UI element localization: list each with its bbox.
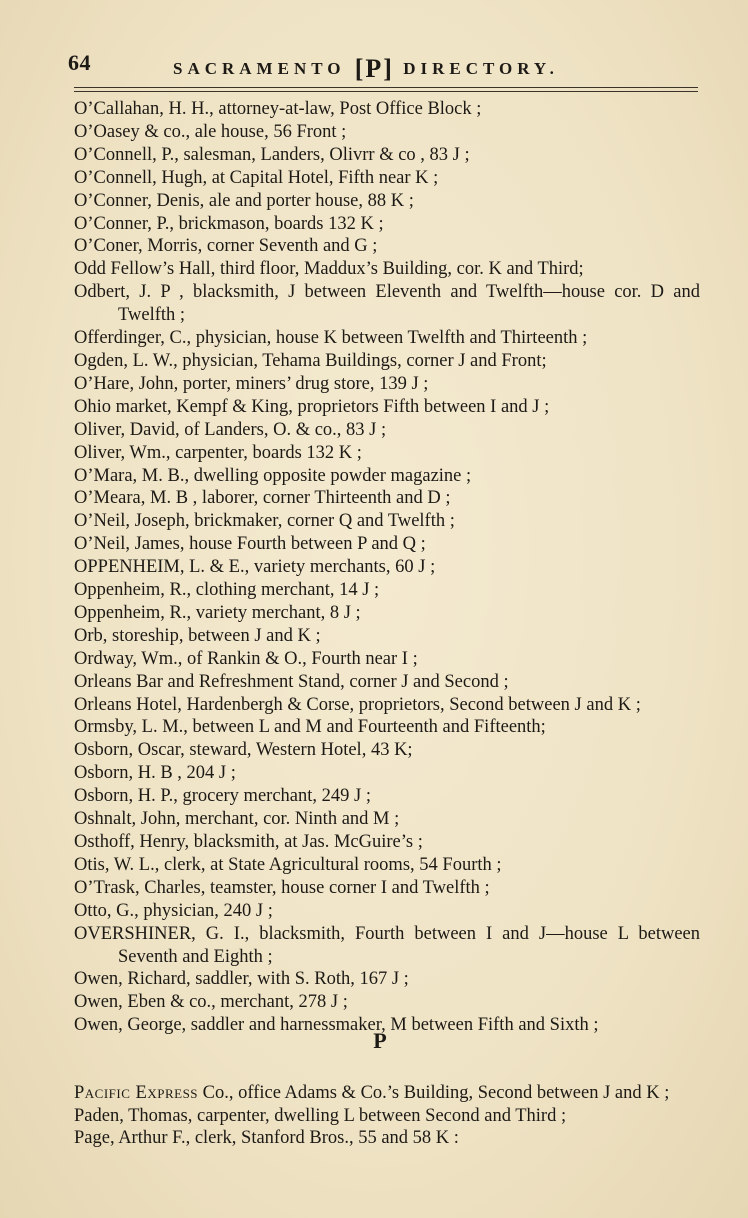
directory-entry: Oliver, Wm., carpenter, boards 132 K ; xyxy=(74,442,362,463)
directory-entry: Orleans Bar and Refreshment Stand, corner J and Second ; xyxy=(74,671,509,692)
directory-entry: Odd Fellow’s Hall, third floor, Maddux’s Building, cor. K and Third; xyxy=(74,259,584,280)
entry-rest: Page, Arthur F., clerk, Stanford Bros., 55 and 58 K : xyxy=(74,1128,459,1149)
directory-entry: O’Conner, P., brickmason, boards 132 K ; xyxy=(74,213,384,234)
directory-entry: O’Coner, Morris, corner Seventh and G ; xyxy=(74,236,378,257)
directory-entry xyxy=(74,1127,696,1150)
page-header xyxy=(68,48,698,82)
directory-entry: O’Neil, James, house Fourth between P and Q ; xyxy=(74,534,426,555)
directory-entry: Ogden, L. W., physician, Tehama Buildings, corner J and Front; xyxy=(74,350,547,371)
directory-entry: O’Trask, Charles, teamster, house corner I and Twelfth ; xyxy=(74,877,490,898)
directory-entry xyxy=(74,1082,696,1105)
directory-entry: Otis, W. L., clerk, at State Agricultural rooms, 54 Fourth ; xyxy=(74,854,502,875)
directory-entry: Owen, George, saddler and harnessmaker, M between Fifth and Sixth ; xyxy=(74,1015,599,1036)
page-number: 64 xyxy=(68,50,91,75)
directory-entry: Osthoff, Henry, blacksmith, at Jas. McGuire’s ; xyxy=(74,832,423,852)
directory-entry: Osborn, H. P., grocery merchant, 249 J ; xyxy=(74,786,371,807)
directory-entry: Orleans Hotel, Hardenbergh & Corse, proprietors, Second between J and K ; xyxy=(74,694,641,715)
directory-entry: O’Oasey & co., ale house, 56 Front ; xyxy=(74,121,347,142)
directory-entry: OVERSHINER, G. I., blacksmith, Fourth between I and J—house L between Seventh and Eighth ; xyxy=(74,923,700,967)
directory-entry: Orb, storeship, between J and K ; xyxy=(74,625,321,646)
header-rule-thick xyxy=(74,87,698,88)
directory-entry: Offerdinger, C., physician, house K between Twelfth and Thirteenth ; xyxy=(74,328,588,349)
directory-entry: O’Hare, John, porter, miners’ drug store, 139 J ; xyxy=(74,373,429,394)
o-entries-list xyxy=(74,98,700,1037)
running-title-left: SACRAMENTO xyxy=(173,59,346,78)
directory-entry: Ormsby, L. M., between L and M and Fourteenth and Fifteenth; xyxy=(74,717,546,738)
directory-entry: Odbert, J. P , blacksmith, J between Eleventh and Twelfth—house cor. D and Twelfth ; xyxy=(74,282,700,326)
section-heading-letter: P xyxy=(373,1028,387,1053)
directory-entry: OPPENHEIM, L. & E., variety merchants, 60 J ; xyxy=(74,557,436,578)
directory-entry: Osborn, H. B , 204 J ; xyxy=(74,763,236,784)
running-title-letter: [P] xyxy=(354,54,394,83)
directory-entry: O’Callahan, H. H., attorney-at-law, Post Office Block ; xyxy=(74,99,482,119)
directory-entry: Owen, Eben & co., merchant, 278 J ; xyxy=(74,992,348,1013)
entry-lead-smallcaps: Pacific Express xyxy=(74,1083,199,1103)
directory-entry: Oppenheim, R., variety merchant, 8 J ; xyxy=(74,602,361,623)
directory-entry: O’Meara, M. B , laborer, corner Thirteenth and D ; xyxy=(74,488,451,509)
entry-rest: Co., office Adams & Co.’s Building, Second between J and K ; xyxy=(198,1083,670,1103)
directory-entry: Owen, Richard, saddler, with S. Roth, 167 J ; xyxy=(74,969,409,990)
header-rule-thin xyxy=(74,91,698,92)
p-entries-list xyxy=(74,1082,696,1150)
running-title xyxy=(173,54,559,84)
entry-rest: Paden, Thomas, carpenter, dwelling L between Second and Third ; xyxy=(74,1105,567,1126)
directory-entry: Ordway, Wm., of Rankin & O., Fourth near I ; xyxy=(74,648,418,669)
directory-entry: O’Connell, P., salesman, Landers, Olivrr & co , 83 J ; xyxy=(74,144,470,165)
directory-entry: Osborn, Oscar, steward, Western Hotel, 43 K; xyxy=(74,740,413,761)
directory-entry: O’Neil, Joseph, brickmaker, corner Q and Twelfth ; xyxy=(74,511,455,532)
directory-entry: Oppenheim, R., clothing merchant, 14 J ; xyxy=(74,580,380,601)
directory-entry xyxy=(74,1105,696,1128)
directory-entry: Oshnalt, John, merchant, cor. Ninth and M ; xyxy=(74,809,400,830)
directory-entry: Oliver, David, of Landers, O. & co., 83 J ; xyxy=(74,419,387,440)
directory-entry: Ohio market, Kempf & King, proprietors Fifth between I and J ; xyxy=(74,396,550,417)
directory-entry: O’Connell, Hugh, at Capital Hotel, Fifth near K ; xyxy=(74,167,439,188)
directory-entry: Otto, G., physician, 240 J ; xyxy=(74,900,273,921)
directory-entry: O’Conner, Denis, ale and porter house, 88 K ; xyxy=(74,190,414,211)
directory-entry: O’Mara, M. B., dwelling opposite powder magazine ; xyxy=(74,465,472,486)
running-title-right: DIRECTORY. xyxy=(403,59,559,78)
